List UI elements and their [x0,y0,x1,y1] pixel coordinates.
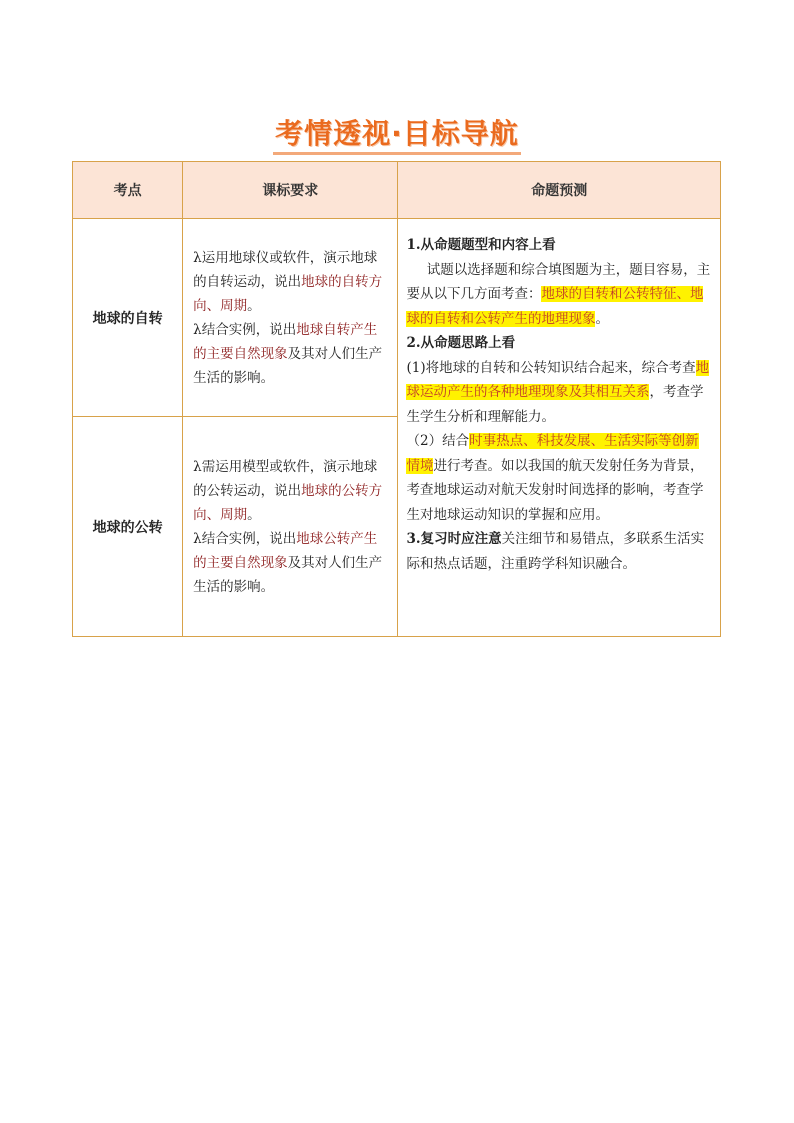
requirement-item: λ结合实例，说出地球自转产生的主要自然现象及其对人们生产生活的影响。 [193,321,383,386]
exam-table [72,161,721,637]
prediction-heading-2: 2.从命题思路上看 [406,335,516,351]
prediction-paragraph-3: （2）结合时事热点、科技发展、生活实际等创新情境进行考查。如以我国的航天发射任务为背景，考查地球运动对航天发射时间选择的影响，考查学生对地球运动知识的掌握和应用。 [406,433,704,523]
page-title: 考情透视·目标导航 [0,112,794,152]
requirement-item: λ需运用模型或软件，演示地球的公转运动，说出地球的公转方向、周期。 [193,458,383,523]
header-requirements: 课标要求 [183,162,398,219]
requirement-item: λ运用地球仪或软件，演示地球的自转运动，说出地球的自转方向、周期。 [193,249,383,314]
prediction-paragraph-2: (1)将地球的自转和公转知识结合起来，综合考查地球运动产生的各种地理现象及其相互关系，考查学生学生分析和理解能力。 [406,359,710,425]
prediction-heading-1: 1.从命题题型和内容上看 [406,237,556,253]
topic-revolution: 地球的公转 [73,417,183,637]
topic-rotation: 地球的自转 [73,219,183,417]
prediction-cell [398,219,721,637]
requirements-revolution [183,417,398,637]
prediction-paragraph-4: 3.复习时应注意关注细节和易错点，多联系生活实际和热点话题，注重跨学科知识融合。 [406,531,705,572]
requirements-rotation [183,219,398,417]
header-topic: 考点 [73,162,183,219]
requirement-item: λ结合实例，说出地球公转产生的主要自然现象及其对人们生产生活的影响。 [193,530,383,595]
table-header-row [73,162,721,219]
table-row [73,219,721,417]
header-prediction: 命题预测 [398,162,721,219]
prediction-paragraph-1: 试题以选择题和综合填图题为主，题目容易，主要从以下几方面考查：地球的自转和公转特征、地球的自转和公转产生的地理现象。 [406,261,711,327]
